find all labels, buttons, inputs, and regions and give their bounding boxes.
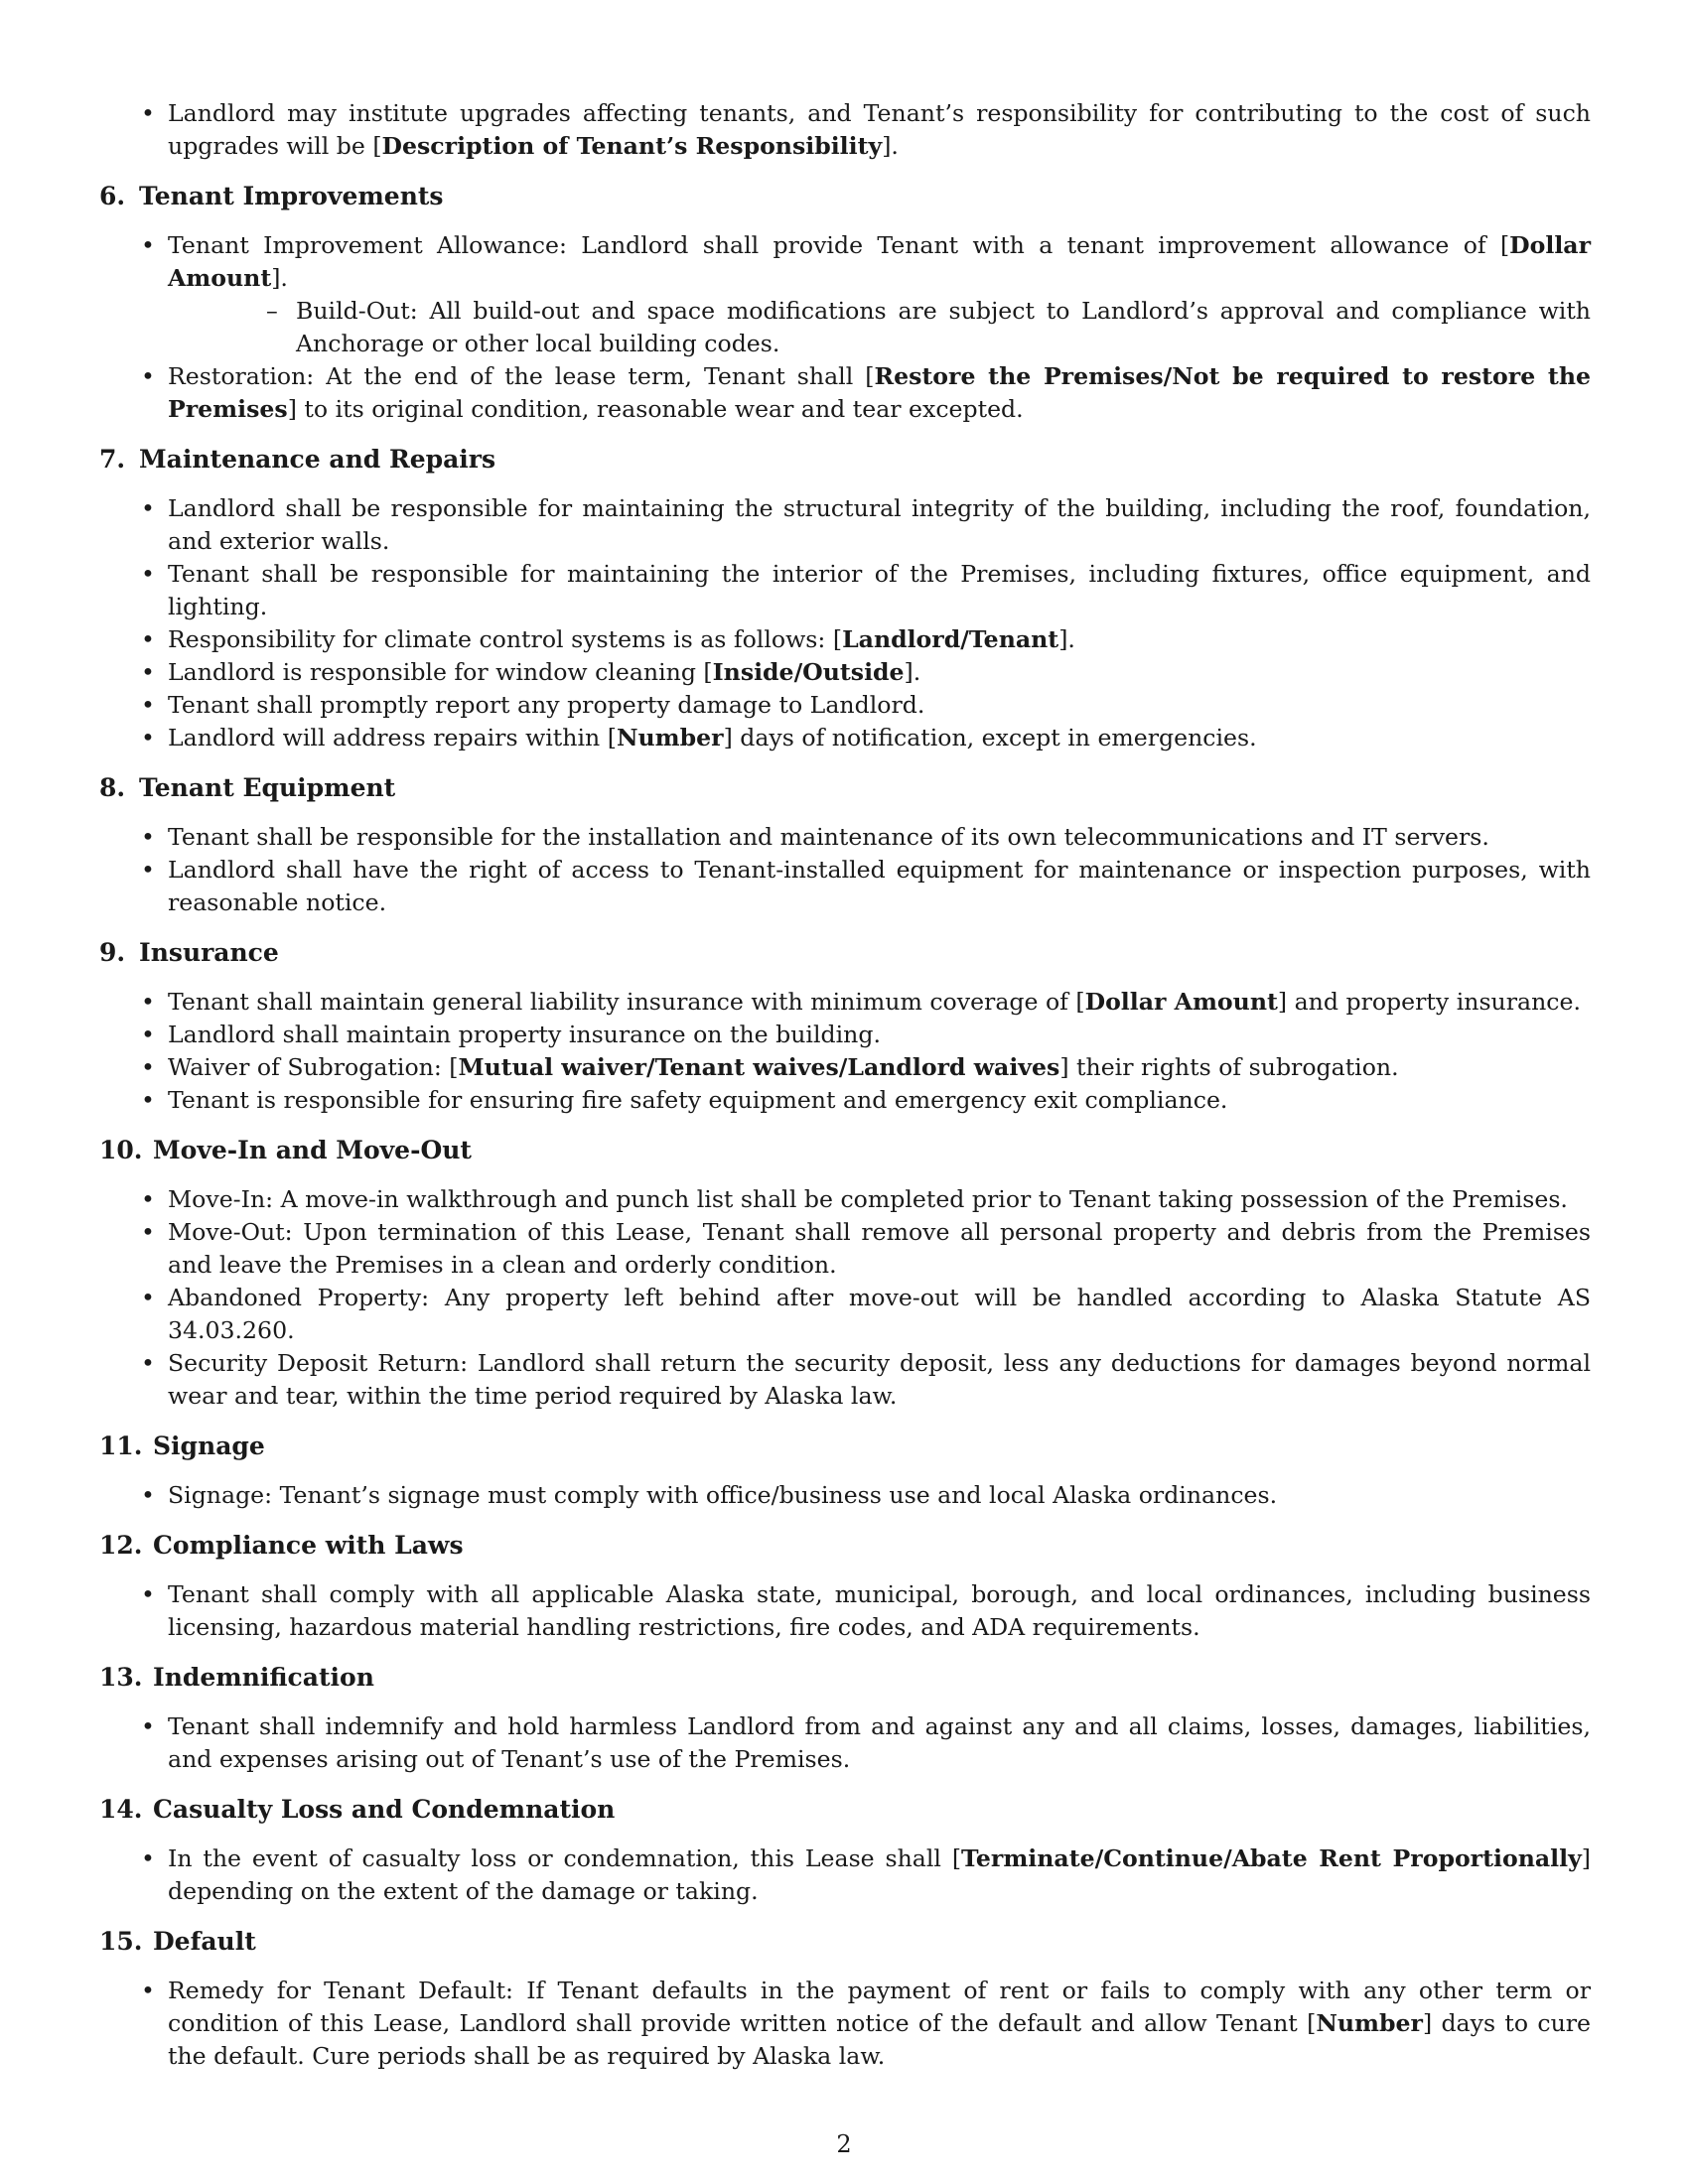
placeholder-field: Restore the Premises/Not be required to restore the Premises	[168, 362, 1591, 423]
bullet-text: Responsibility for climate control systems is as follows: [	[168, 625, 843, 653]
section-title: Tenant Equipment	[139, 773, 396, 802]
section-8-heading	[99, 771, 1591, 804]
section-11-list	[99, 1479, 1591, 1512]
section-number: 13.	[99, 1663, 143, 1692]
section-number: 11.	[99, 1432, 143, 1460]
section-number: 9.	[99, 938, 126, 967]
list-item: • Security Deposit Return: Landlord shall return the security deposit, less any deductions for damages beyond normal wear and tear, within the time period required by Alaska law.	[99, 1347, 1591, 1413]
list-item	[99, 722, 1591, 754]
list-item	[99, 360, 1591, 426]
section-title: Signage	[153, 1432, 265, 1460]
bullet-text: Landlord is responsible for window cleaning [	[168, 658, 713, 686]
placeholder-field: Number	[1316, 2009, 1423, 2037]
section-12-list	[99, 1578, 1591, 1644]
list-item: • Tenant shall promptly report any property damage to Landlord.	[99, 689, 1591, 722]
section-13-heading	[99, 1661, 1591, 1694]
bullet-text: Restoration: At the end of the lease term, Tenant shall [	[168, 362, 875, 390]
section-6-heading	[99, 180, 1591, 212]
bullet-text: ].	[904, 658, 921, 686]
list-item	[99, 986, 1591, 1019]
section-9-list	[99, 986, 1591, 1117]
bullet-text: ] to its original condition, reasonable wear and tear excepted.	[287, 395, 1024, 423]
section-number: 7.	[99, 445, 126, 474]
bullet-text: Waiver of Subrogation: [	[168, 1053, 459, 1081]
section-14-list	[99, 1843, 1591, 1908]
list-item	[99, 229, 1591, 360]
intro-bullet	[99, 97, 1591, 163]
list-item: • Landlord shall be responsible for maintaining the structural integrity of the building, including the roof, foundation, and exterior walls.	[99, 492, 1591, 558]
list-item: • Tenant shall comply with all applicable Alaska state, municipal, borough, and local ordinances, including business licensing, hazardous material handling restrictions, fire codes, and ADA requirements.	[99, 1578, 1591, 1644]
list-item: • Signage: Tenant’s signage must comply with office/business use and local Alaska ordinances.	[99, 1479, 1591, 1512]
list-item: • Abandoned Property: Any property left behind after move-out will be handled according to Alaska Statute AS 34.03.260.	[99, 1282, 1591, 1347]
section-title: Maintenance and Repairs	[139, 445, 496, 474]
section-title: Tenant Improvements	[139, 182, 444, 210]
placeholder-field: Landlord/Tenant	[842, 625, 1059, 653]
section-13-list	[99, 1710, 1591, 1776]
intro-list	[99, 97, 1591, 163]
section-title: Casualty Loss and Condemnation	[153, 1795, 616, 1824]
bullet-text: In the event of casualty loss or condemnation, this Lease shall [	[168, 1844, 962, 1872]
bullet-text: ] days of notification, except in emergencies.	[723, 724, 1257, 751]
section-title: Default	[153, 1927, 256, 1956]
section-10-list	[99, 1183, 1591, 1413]
section-7-list	[99, 492, 1591, 754]
section-number: 8.	[99, 773, 126, 802]
section-11-heading	[99, 1430, 1591, 1462]
list-item	[99, 1051, 1591, 1084]
bullet-text: Landlord may institute upgrades affecting tenants, and Tenant’s responsibility for contributing to the cost of such upgrades will be [	[168, 99, 1591, 160]
bullet-text: ] days to cure the default. Cure periods shall be as required by Alaska law.	[168, 2009, 1592, 2070]
placeholder-field: Description of Tenant’s Responsibility	[381, 132, 883, 160]
section-8-list	[99, 821, 1591, 919]
section-14-heading	[99, 1793, 1591, 1826]
section-title: Insurance	[139, 938, 279, 967]
bullet-text: Tenant shall maintain general liability insurance with minimum coverage of [	[168, 988, 1085, 1016]
placeholder-field: Mutual waiver/Tenant waives/Landlord waives	[458, 1053, 1060, 1081]
placeholder-field: Inside/Outside	[712, 658, 905, 686]
section-title: Move-In and Move-Out	[153, 1136, 472, 1164]
document-page	[99, 97, 1591, 2073]
bullet-text: ].	[882, 132, 899, 160]
list-item: • Tenant shall be responsible for maintaining the interior of the Premises, including fixtures, office equipment, and lighting.	[99, 558, 1591, 623]
list-item: • Landlord shall maintain property insurance on the building.	[99, 1019, 1591, 1051]
bullet-text: ] their rights of subrogation.	[1059, 1053, 1399, 1081]
list-item: • Landlord shall have the right of access to Tenant-installed equipment for maintenance or inspection purposes, with reasonable notice.	[99, 854, 1591, 919]
sub-list	[168, 295, 1591, 360]
section-6-list	[99, 229, 1591, 426]
section-12-heading	[99, 1529, 1591, 1562]
list-item: • Tenant shall indemnify and hold harmless Landlord from and against any and all claims, losses, damages, liabilities, and expenses arising out of Tenant’s use of the Premises.	[99, 1710, 1591, 1776]
section-number: 12.	[99, 1531, 143, 1560]
page-number: 2	[836, 2130, 852, 2158]
list-item	[99, 1843, 1591, 1908]
placeholder-field: Dollar Amount	[1084, 988, 1278, 1016]
list-item: • Tenant is responsible for ensuring fire safety equipment and emergency exit compliance.	[99, 1084, 1591, 1117]
section-title: Indemnification	[153, 1663, 374, 1692]
sub-list-item: – Build-Out: All build-out and space modifications are subject to Landlord’s approval and compliance with Anchorage or other local building codes.	[168, 295, 1591, 360]
section-number: 15.	[99, 1927, 143, 1956]
section-number: 10.	[99, 1136, 143, 1164]
section-number: 14.	[99, 1795, 143, 1824]
section-title: Compliance with Laws	[153, 1531, 464, 1560]
section-15-list	[99, 1975, 1591, 2073]
section-15-heading	[99, 1925, 1591, 1958]
bullet-text: ].	[1058, 625, 1075, 653]
list-item: • Move-Out: Upon termination of this Lease, Tenant shall remove all personal property and debris from the Premises and leave the Premises in a clean and orderly condition.	[99, 1216, 1591, 1282]
bullet-text: ] and property insurance.	[1277, 988, 1581, 1016]
bullet-text: Remedy for Tenant Default: If Tenant defaults in the payment of rent or fails to comply with any other term or condition of this Lease, Landlord shall provide written notice of the default and allow Tenant [	[168, 1977, 1591, 2037]
section-9-heading	[99, 936, 1591, 969]
bullet-text: ].	[271, 264, 288, 292]
bullet-text: ] depending on the extent of the damage or taking.	[168, 1844, 1592, 1905]
list-item: • Move-In: A move-in walkthrough and punch list shall be completed prior to Tenant taking possession of the Premises.	[99, 1183, 1591, 1216]
list-item: • Tenant shall be responsible for the installation and maintenance of its own telecommunications and IT servers.	[99, 821, 1591, 854]
list-item	[99, 656, 1591, 689]
section-7-heading	[99, 443, 1591, 476]
placeholder-field: Dollar Amount	[168, 231, 1591, 292]
list-item	[99, 623, 1591, 656]
section-10-heading	[99, 1134, 1591, 1166]
section-number: 6.	[99, 182, 126, 210]
placeholder-field: Number	[616, 724, 724, 751]
list-item	[99, 1975, 1591, 2073]
placeholder-field: Terminate/Continue/Abate Rent Proportionally	[961, 1844, 1582, 1872]
bullet-text: Landlord will address repairs within [	[168, 724, 617, 751]
bullet-text: Tenant Improvement Allowance: Landlord shall provide Tenant with a tenant improvement allowance of [	[168, 231, 1510, 259]
